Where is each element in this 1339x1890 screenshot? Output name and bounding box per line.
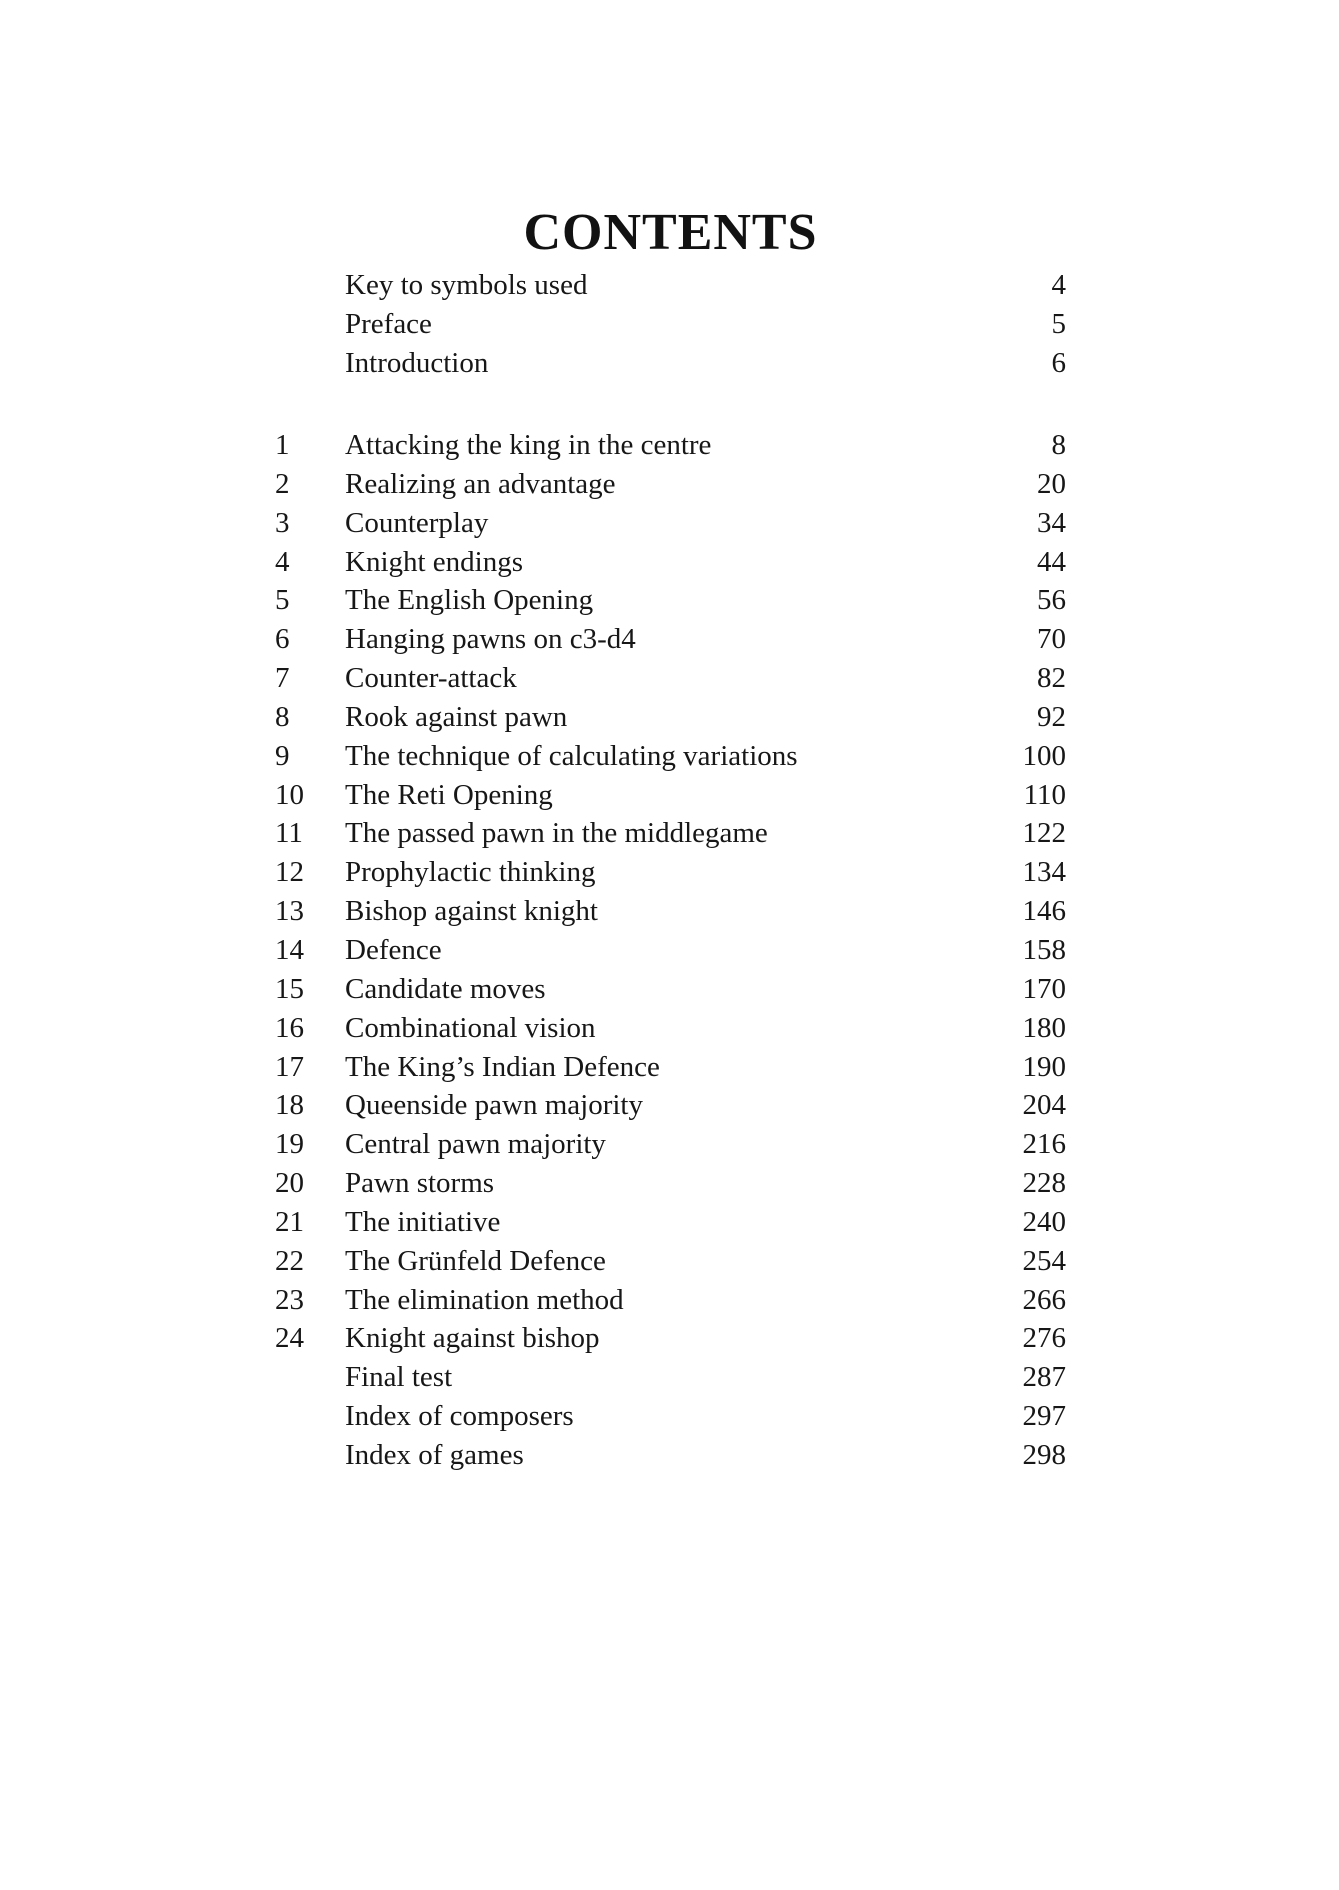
entry-page-number: 122 (1022, 817, 1066, 850)
entry-title: The technique of calculating variations (345, 739, 798, 772)
entry-title: The King’s Indian Defence (345, 1050, 660, 1083)
chapter-list (275, 426, 1066, 1475)
chapter-number: 9 (275, 739, 290, 772)
toc-row (275, 305, 1066, 344)
toc-row (275, 465, 1066, 504)
entry-page-number: 20 (1037, 467, 1066, 500)
toc-row (275, 737, 1066, 776)
entry-title: Knight against bishop (345, 1322, 600, 1355)
toc-row (275, 426, 1066, 465)
entry-title: Pawn storms (345, 1167, 495, 1200)
toc-row (275, 344, 1066, 383)
entry-page-number: 110 (1023, 778, 1066, 811)
toc-row (275, 581, 1066, 620)
entry-page-number: 170 (1022, 972, 1066, 1005)
chapter-number: 1 (275, 429, 290, 461)
entry-page-number: 134 (1022, 856, 1066, 889)
entry-page-number: 158 (1022, 933, 1066, 966)
toc-row (275, 814, 1066, 853)
entry-title: The Reti Opening (345, 778, 553, 811)
toc-row (275, 620, 1066, 659)
toc-row (275, 1125, 1066, 1164)
chapter-number: 13 (275, 895, 304, 928)
entry-page-number: 56 (1037, 584, 1066, 617)
toc-row (275, 543, 1066, 582)
entry-title: Queenside pawn majority (345, 1089, 643, 1122)
entry-title: Combinational vision (345, 1011, 596, 1044)
chapter-number: 8 (275, 700, 290, 733)
entry-page-number: 287 (1022, 1361, 1066, 1394)
entry-page-number: 254 (1022, 1244, 1066, 1277)
entry-page-number: 228 (1022, 1167, 1066, 1200)
chapter-number: 5 (275, 584, 290, 617)
toc-row (275, 1086, 1066, 1125)
toc-row (275, 1164, 1066, 1203)
entry-page-number: 146 (1022, 895, 1066, 928)
entry-title: Attacking the king in the centre (345, 429, 712, 461)
entry-page-number: 100 (1022, 739, 1066, 772)
entry-page-number: 82 (1037, 662, 1066, 695)
entry-title: Counter-attack (345, 662, 517, 695)
entry-title: The passed pawn in the middlegame (345, 817, 768, 850)
entry-title: Knight endings (345, 545, 524, 578)
entry-page-number: 190 (1022, 1050, 1066, 1083)
entry-page-number: 204 (1022, 1089, 1066, 1122)
entry-page-number: 240 (1022, 1205, 1066, 1238)
front-matter-list (275, 266, 1066, 383)
chapter-number: 10 (275, 778, 304, 811)
chapter-number: 12 (275, 856, 304, 889)
toc-row (275, 931, 1066, 970)
entry-title: Rook against pawn (345, 700, 568, 733)
toc-row (275, 776, 1066, 815)
entry-title: Candidate moves (345, 972, 546, 1005)
chapter-number: 15 (275, 972, 304, 1005)
chapter-number: 4 (275, 545, 290, 578)
chapter-number: 20 (275, 1167, 304, 1200)
toc-row (275, 1436, 1066, 1475)
entry-page-number: 6 (1051, 346, 1066, 379)
chapter-number: 16 (275, 1011, 304, 1044)
toc-row (275, 1281, 1066, 1320)
page-title: CONTENTS (523, 203, 818, 261)
chapter-number: 17 (275, 1050, 304, 1083)
toc-row (275, 970, 1066, 1009)
entry-title: Index of composers (345, 1400, 574, 1433)
entry-title: Defence (345, 933, 442, 966)
toc-row (275, 266, 1066, 305)
chapter-number: 19 (275, 1128, 304, 1161)
toc-row (275, 1319, 1066, 1358)
entry-page-number: 8 (1051, 429, 1066, 461)
toc-row (275, 853, 1066, 892)
entry-title: The English Opening (345, 584, 594, 617)
chapter-number: 7 (275, 662, 290, 695)
toc-row (275, 659, 1066, 698)
toc-row (275, 1242, 1066, 1281)
entry-page-number: 44 (1037, 545, 1066, 578)
entry-title: Index of games (345, 1438, 524, 1471)
toc-row (275, 1048, 1066, 1087)
entry-title: Introduction (345, 346, 489, 379)
entry-title: Bishop against knight (345, 895, 598, 928)
toc-row (275, 698, 1066, 737)
entry-title: Prophylactic thinking (345, 856, 596, 889)
entry-page-number: 298 (1022, 1438, 1066, 1471)
chapter-number: 23 (275, 1283, 304, 1316)
entry-page-number: 297 (1022, 1400, 1066, 1433)
entry-page-number: 276 (1022, 1322, 1066, 1355)
chapter-number: 22 (275, 1244, 304, 1277)
toc-row (275, 1358, 1066, 1397)
entry-page-number: 180 (1022, 1011, 1066, 1044)
chapter-number: 11 (275, 817, 303, 850)
chapter-number: 2 (275, 467, 290, 500)
chapter-number: 3 (275, 506, 290, 539)
entry-title: Final test (345, 1361, 453, 1394)
chapter-number: 14 (275, 933, 304, 966)
entry-page-number: 4 (1051, 269, 1066, 301)
entry-page-number: 266 (1022, 1283, 1066, 1316)
entry-title: Realizing an advantage (345, 467, 616, 500)
entry-page-number: 216 (1022, 1128, 1066, 1161)
entry-title: Hanging pawns on c3-d4 (345, 623, 636, 656)
entry-page-number: 5 (1051, 307, 1066, 340)
chapter-number: 21 (275, 1205, 304, 1238)
toc-row (275, 504, 1066, 543)
toc-row (275, 1203, 1066, 1242)
chapter-number: 6 (275, 623, 290, 656)
chapter-number: 24 (275, 1322, 304, 1355)
entry-title: Central pawn majority (345, 1128, 606, 1161)
toc-row (275, 892, 1066, 931)
entry-title: Key to symbols used (345, 269, 588, 301)
entry-title: Preface (345, 307, 432, 340)
entry-title: Counterplay (345, 506, 489, 539)
entry-title: The initiative (345, 1205, 501, 1238)
toc-row (275, 1009, 1066, 1048)
entry-page-number: 92 (1037, 700, 1066, 733)
toc-row (275, 1397, 1066, 1436)
entry-page-number: 34 (1037, 506, 1066, 539)
entry-page-number: 70 (1037, 623, 1066, 656)
entry-title: The elimination method (345, 1283, 624, 1316)
chapter-number: 18 (275, 1089, 304, 1122)
entry-title: The Grünfeld Defence (345, 1244, 606, 1277)
